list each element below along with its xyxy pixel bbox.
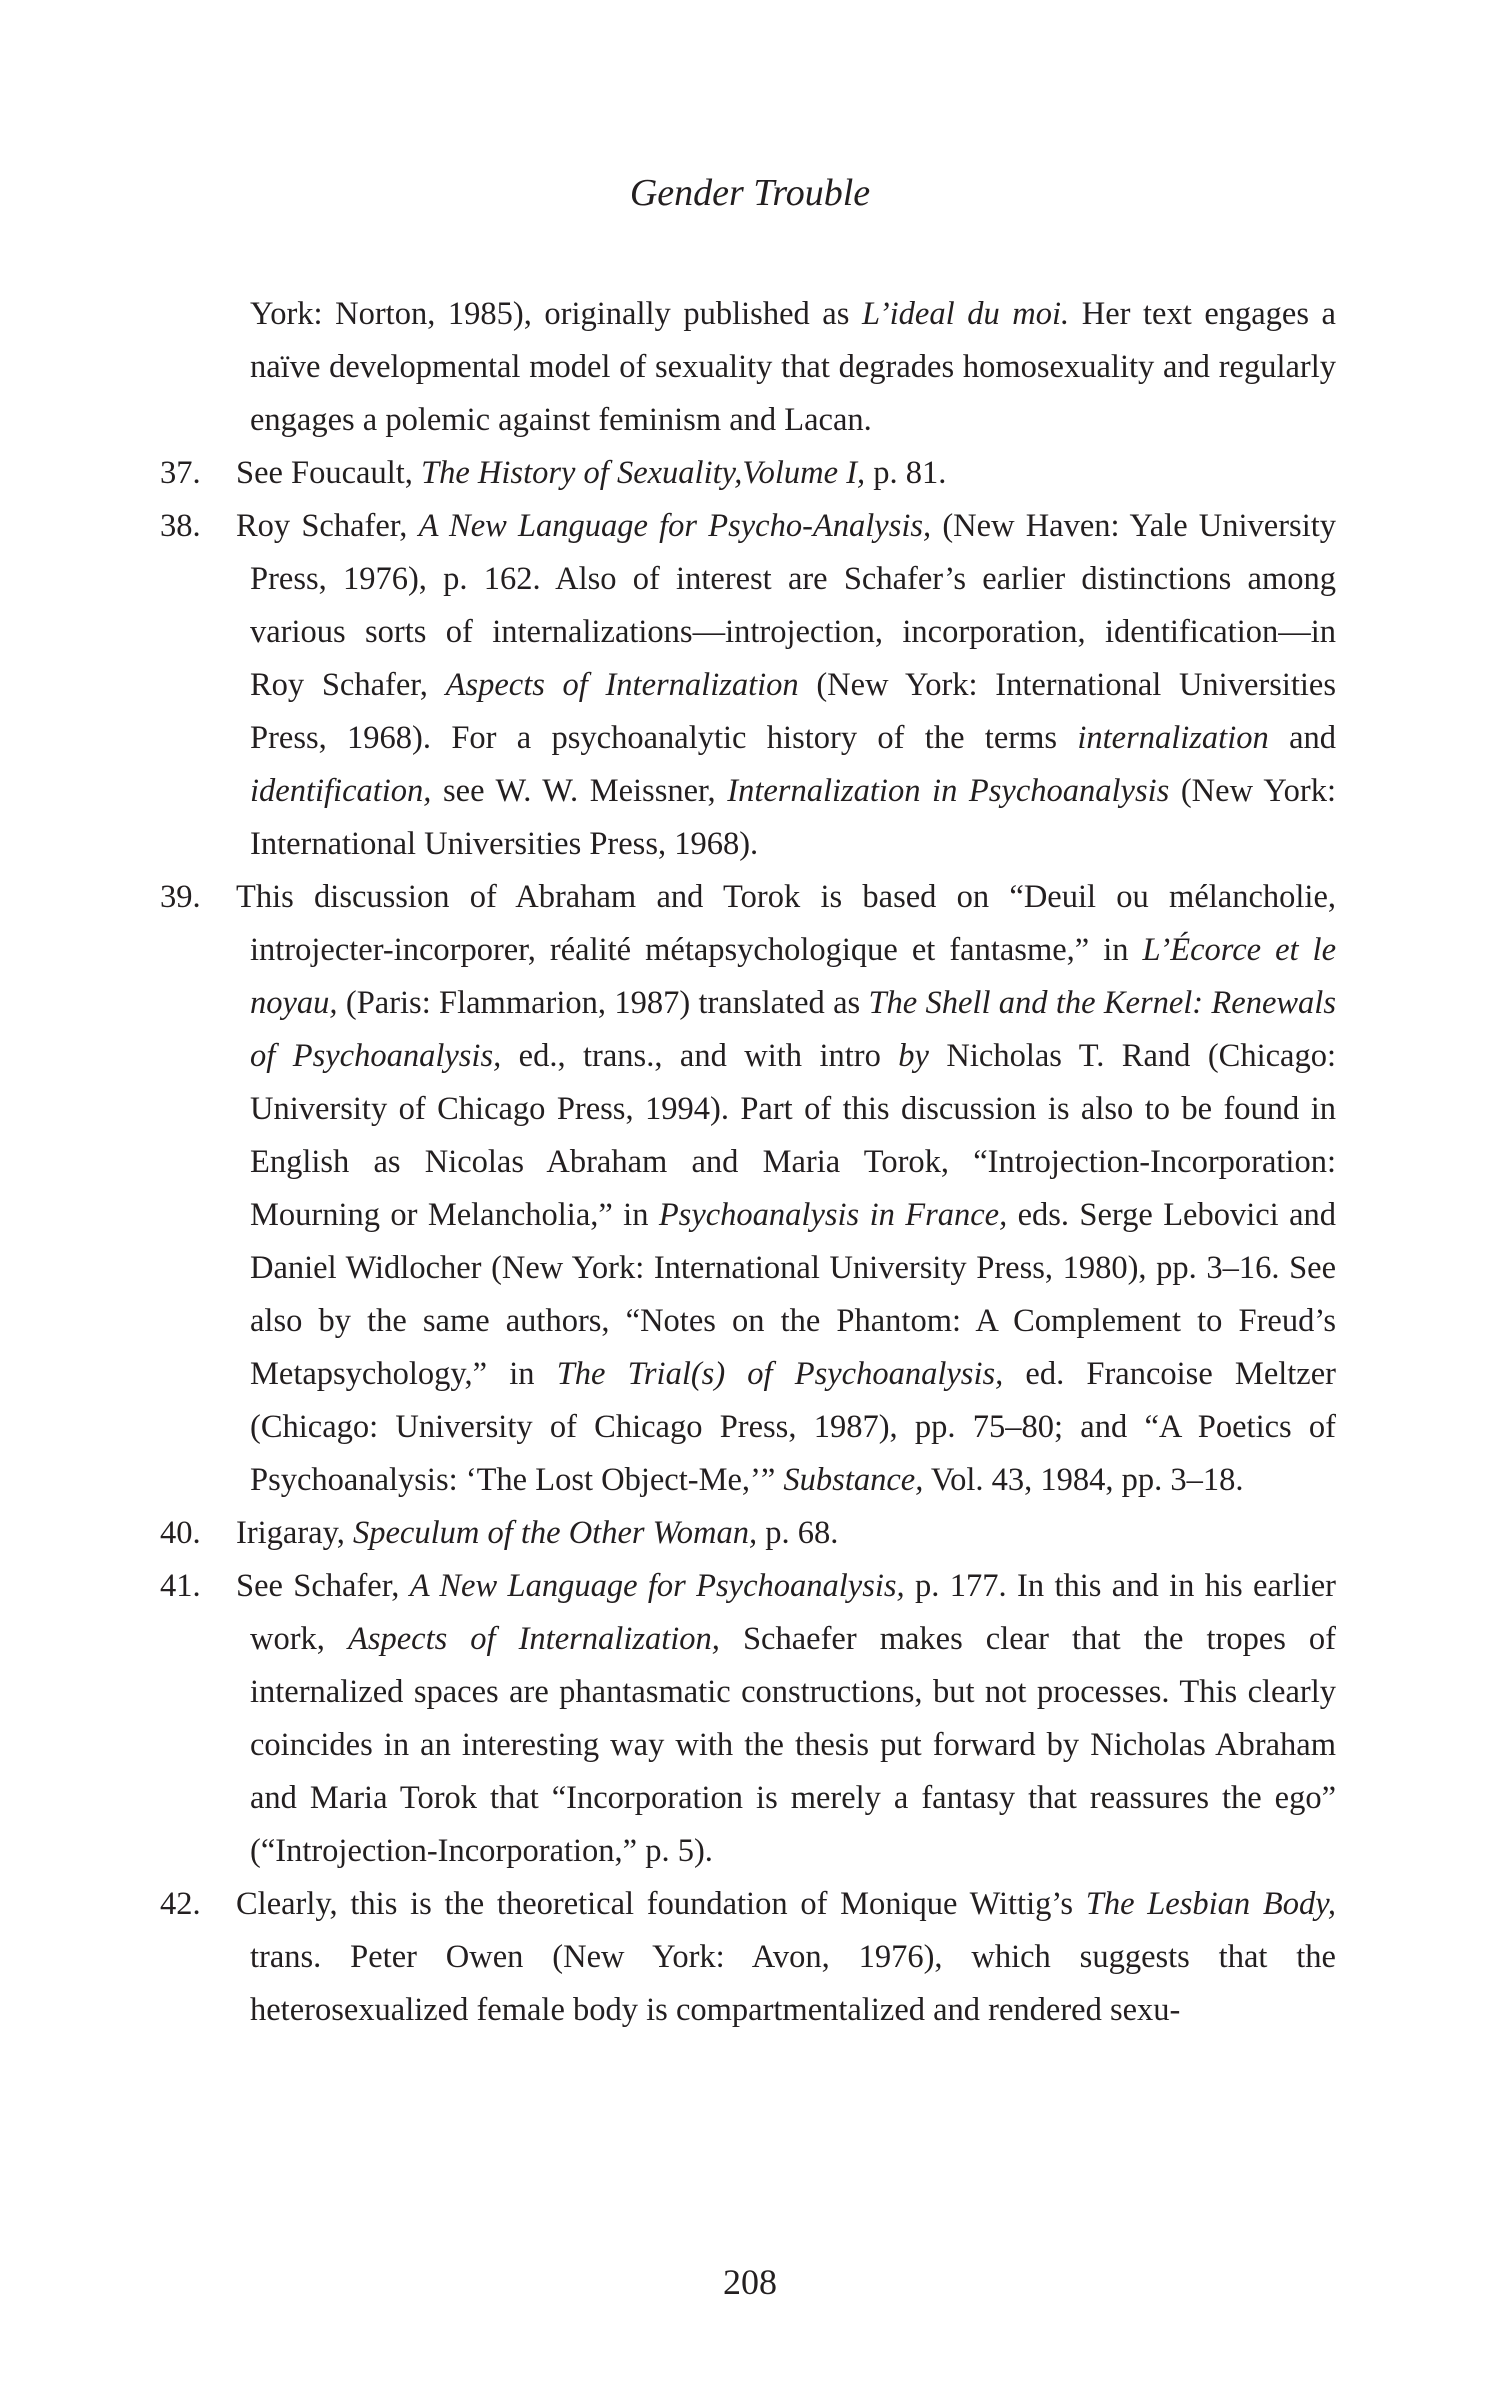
note-text: see W. W. Meissner, (431, 773, 728, 809)
endnote (160, 500, 1337, 871)
note-text: (New York: International Universities Press, 1968). For a psychoanalytic history of the terms (250, 667, 1337, 756)
note-text: Clearly, this is the theoretical foundation of Monique Wittig’s (236, 1886, 1086, 1922)
note-text: trans. Peter Owen (New York: Avon, 1976), which suggests that the heterosexualized female body is compartmentalized and rendered sexu- (250, 1939, 1336, 2028)
note-text: ed. Francoise Meltzer (Chicago: University of Chicago Press, 1987), pp. 75–80; and “A Poetics of Psychoanalysis: ‘The Lost Object-Me,’” (250, 1356, 1336, 1498)
italic-title: Internalization in Psychoanalysis (727, 773, 1170, 809)
italic-title: by (898, 1038, 929, 1074)
endnote (160, 1878, 1336, 2037)
note-text: (Paris: Flammarion, 1987) translated as (337, 985, 869, 1021)
note-text: p. 177. In this and in his earlier work, (250, 1568, 1336, 1657)
endnote-number: 37. (160, 455, 201, 491)
italic-title: The Lesbian Body, (1085, 1886, 1336, 1922)
note-text: See Schafer, (236, 1568, 410, 1604)
italic-title: L’Écorce et le noyau, (250, 932, 1337, 1021)
endnote-continuation (236, 288, 1336, 447)
italic-title: Aspects of Internalization (445, 667, 799, 703)
note-text: York: Norton, 1985), originally published as (250, 296, 862, 332)
endnote-number: 39. (160, 879, 201, 915)
endnote-number: 40. (160, 1515, 201, 1551)
note-text: Nicholas T. Rand (Chicago: University of Chicago Press, 1994). Part of this discussion is also to be found in English as Nicolas Abraham and Maria Torok, “Introjection-Incorporation: Mourning or Melancholia,” in (250, 1038, 1336, 1233)
endnote-number: 42. (160, 1886, 201, 1922)
note-text: Her text engages a naïve developmental model of sexuality that degrades homosexuality and regularly engages a polemic against feminism and Lacan. (250, 296, 1336, 438)
note-text: Roy Schafer, (236, 508, 419, 544)
note-text: (New York: International Universities Press, 1968). (250, 773, 1336, 862)
italic-title: identification, (250, 773, 432, 809)
italic-title: A New Language for Psychoanalysis, (409, 1568, 905, 1604)
italic-title: Psychoanalysis in France, (658, 1197, 1008, 1233)
italic-title: Speculum of the Other Woman, (353, 1515, 758, 1551)
endnote (160, 1507, 1336, 1560)
endnotes-list (160, 288, 1337, 2037)
note-text: p. 68. (757, 1515, 839, 1551)
endnote (160, 447, 1336, 500)
italic-title: Aspects of Internalization, (347, 1621, 720, 1657)
note-text: (New Haven: Yale University Press, 1976), p. 162. Also of interest are Schafer’s earlier distinctions among various sorts of internalizations—introjection, incorporation, identification—in Roy Schafer, (250, 508, 1337, 703)
note-text: eds. Serge Lebovici and Daniel Widlocher (New York: International University Press, 1980), pp. 3–16. See also by the same authors, “Notes on the Phantom: A Complement to Freud’s Metapsychology,” in (250, 1197, 1337, 1392)
note-text: and (1268, 720, 1336, 756)
italic-title: The Trial(s) of Psychoanalysis, (556, 1356, 1004, 1392)
note-text: See Foucault, (236, 455, 422, 491)
endnote (160, 1560, 1337, 1878)
note-text: This discussion of Abraham and Torok is based on “Deuil ou mélancholie, introjecter-incorporer, réalité métapsychologique et fantasme,” in (236, 879, 1336, 968)
endnote-number: 41. (160, 1568, 201, 1604)
italic-title: A New Language for Psycho-Analysis, (418, 508, 932, 544)
endnote (160, 871, 1337, 1507)
note-text: p. 81. (865, 455, 947, 491)
endnote-number: 38. (160, 508, 201, 544)
italic-title: L’ideal du moi. (861, 296, 1070, 332)
italic-title: The History of Sexuality,Volume I, (421, 455, 866, 491)
note-text: Irigaray, (236, 1515, 353, 1551)
note-text: ed., trans., and with intro (501, 1038, 899, 1074)
page-number: 208 (723, 2262, 777, 2302)
running-head: Gender Trouble (629, 172, 871, 214)
italic-title: Substance, (783, 1462, 924, 1498)
italic-title: The Shell and the Kernel: Renewals of Psychoanalysis, (250, 985, 1336, 1074)
note-text: Vol. 43, 1984, pp. 3–18. (923, 1462, 1244, 1498)
italic-title: internalization (1077, 720, 1269, 756)
note-text: Schaefer makes clear that the tropes of internalized spaces are phantasmatic constructions, but not processes. This clearly coincides in an interesting way with the thesis put forward by Nicholas Abraham and Maria Torok that “Incorporation is merely a fantasy that reassures the ego” (“Introjection-Incorporation,” p. 5). (250, 1621, 1337, 1869)
